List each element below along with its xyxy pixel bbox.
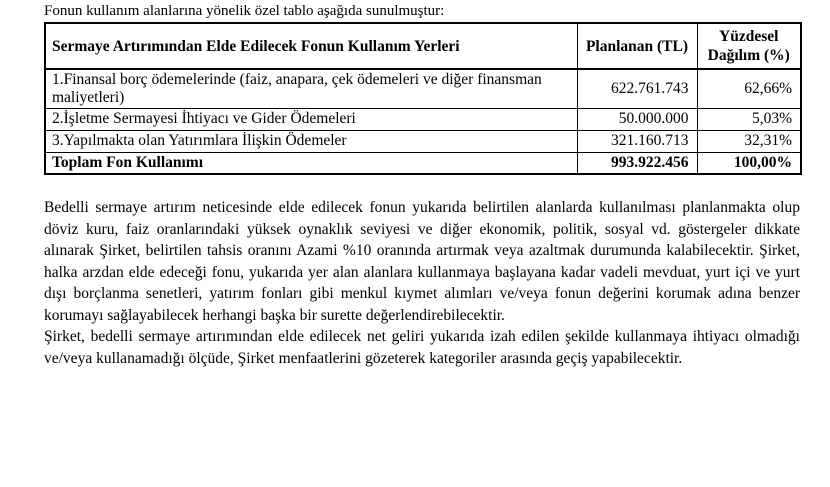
table-row	[45, 130, 801, 152]
table-row	[45, 108, 801, 130]
fund-usage-table	[44, 22, 802, 175]
row-percent: 32,31%	[697, 130, 801, 152]
table-total-row	[45, 152, 801, 174]
row-label: 1.Finansal borç ödemelerinde (faiz, anapara, çek ödemeleri ve diğer finansman maliyetleri)	[45, 69, 577, 108]
header-planned: Planlanan (TL)	[577, 23, 697, 69]
row-planned: 321.160.713	[577, 130, 697, 152]
table-row	[45, 69, 801, 108]
row-label: 2.İşletme Sermayesi İhtiyacı ve Gider Ödemeleri	[45, 108, 577, 130]
row-percent: 62,66%	[697, 69, 801, 108]
body-text	[44, 197, 800, 369]
paragraph: Bedelli sermaye artırım neticesinde elde edilecek fonun yukarıda belirtilen alanlarda kullanılması planlanmakta olup döviz kuru, faiz oranlarındaki yüksek oynaklık seviyesi ve diğer ekonomik, politik, sosyal vd. göstergeler dikkate alınarak Şirket, belirtilen tahsis oranını Azami %10 oranında artırmak veya azaltmak durumunda kalabilecektir. Şirket, halka arzdan elde edeceği fonu, yukarıda yer alan alanlara kullanmaya başlayana kadar vadeli mevduat, yurt içi ve yurt dışı borçlanma senetleri, yatırım fonları gibi menkul kıymet alımları ve/veya fonun değerini korumak adına benzer korumayı sağlayabilecek herhangi başka bir surette değerlendirebilecektir.	[44, 199, 800, 324]
total-label: Toplam Fon Kullanımı	[45, 152, 577, 174]
row-percent: 5,03%	[697, 108, 801, 130]
intro-text: Fonun kullanım alanlarına yönelik özel tablo aşağıda sunulmuştur:	[44, 3, 445, 19]
row-planned: 50.000.000	[577, 108, 697, 130]
total-planned: 993.922.456	[577, 152, 697, 174]
row-planned: 622.761.743	[577, 69, 697, 108]
header-percent: Yüzdesel Dağılım (%)	[697, 23, 801, 69]
paragraph: Şirket, bedelli sermaye artırımından elde edilecek net geliri yukarıda izah edilen şekilde kullanmaya ihtiyacı olmadığı ve/veya kullanamadığı ölçüde, Şirket menfaatlerini gözeterek kategoriler arasında geçiş yapabilecektir.	[44, 328, 800, 367]
table-header-row	[45, 23, 801, 69]
total-percent: 100,00%	[697, 152, 801, 174]
row-label: 3.Yapılmakta olan Yatırımlara İlişkin Ödemeler	[45, 130, 577, 152]
header-usage-item: Sermaye Artırımından Elde Edilecek Fonun Kullanım Yerleri	[45, 23, 577, 69]
